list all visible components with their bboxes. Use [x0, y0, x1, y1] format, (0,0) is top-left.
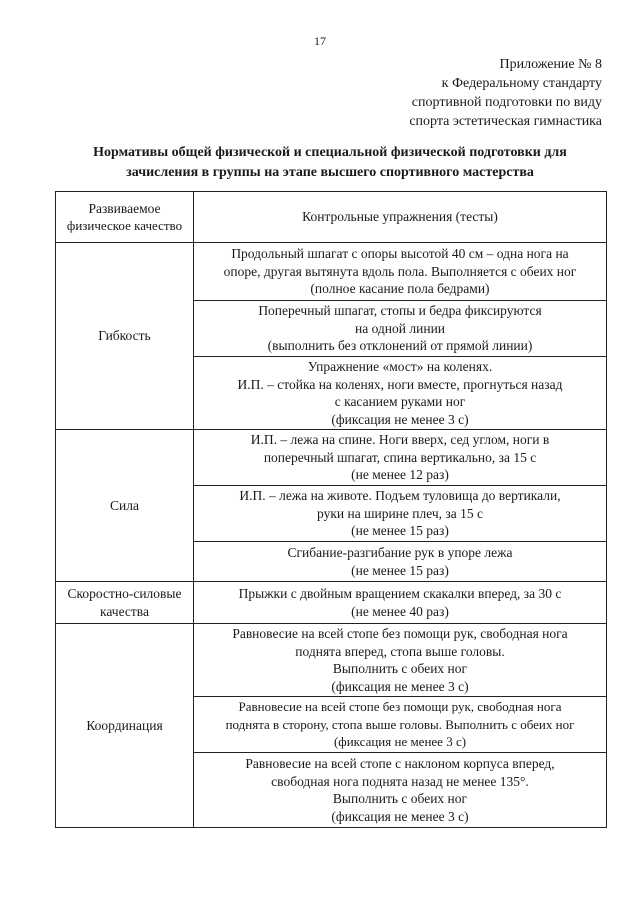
- appendix-line: спорта эстетическая гимнастика: [409, 114, 602, 129]
- test-cell: [194, 357, 607, 430]
- test-line: Выполнить с обеих ног: [332, 791, 468, 806]
- test-cell: [194, 430, 607, 486]
- table-row: [56, 582, 607, 624]
- test-cell: [194, 753, 607, 828]
- test-line: Выполнить с обеих ног: [332, 661, 468, 676]
- test-line: руки на ширине плеч, за 15 с: [317, 505, 483, 521]
- title-line: Нормативы общей физической и специальной физической подготовки для: [93, 145, 567, 160]
- test-line: Продольный шпагат с опоры высотой 40 см – одна нога на: [231, 246, 569, 262]
- table-row: [56, 243, 607, 301]
- test-line: Равновесие на всей стопе без помощи рук, свободная нога: [238, 699, 562, 715]
- header-quality-line: физическое качество: [66, 218, 183, 233]
- test-line: (не менее 15 раз): [351, 523, 449, 539]
- test-line: поднята вперед, стопа выше головы.: [295, 643, 505, 659]
- table-row: [56, 430, 607, 486]
- test-line: (фиксация не менее 3 с): [333, 734, 467, 750]
- test-cell: [194, 486, 607, 542]
- test-line: Упражнение «мост» на коленях.: [307, 359, 493, 374]
- test-cell: [194, 301, 607, 357]
- test-line: И.П. – стойка на коленях, ноги вместе, прогнуться назад: [237, 376, 563, 392]
- norms-table: [55, 191, 607, 828]
- test-cell: [194, 624, 607, 697]
- test-line: (фиксация не менее 3 с): [331, 411, 469, 427]
- appendix-line: спортивной подготовки по виду: [411, 95, 602, 110]
- test-line: свободная нога поднята назад не менее 135°.: [271, 773, 529, 789]
- test-line: Равновесие на всей стопе с наклоном корпуса вперед,: [245, 756, 555, 771]
- test-line: (фиксация не менее 3 с): [331, 808, 469, 824]
- page-number: 17: [314, 34, 326, 48]
- test-line: И.П. – лежа на животе. Подъем туловища до вертикали,: [239, 488, 561, 504]
- table-header-row: [56, 192, 607, 243]
- test-line: на одной линии: [354, 320, 446, 336]
- table-row: [56, 624, 607, 697]
- test-line: Равновесие на всей стопе без помощи рук, свободная нога: [232, 626, 568, 641]
- test-cell: [194, 582, 607, 624]
- quality-line: Скоростно-силовые: [67, 586, 182, 601]
- test-line: поперечный шпагат, спина вертикально, за 15 с: [263, 449, 537, 465]
- header-quality-cell: [56, 192, 194, 243]
- quality-cell: Гибкость: [56, 243, 194, 430]
- test-line: (не менее 12 раз): [351, 467, 449, 483]
- test-line: опоре, другая вытянута вдоль пола. Выполняется с обеих ног: [223, 263, 577, 279]
- test-line: И.П. – лежа на спине. Ноги вверх, сед углом, ноги в: [250, 432, 550, 448]
- header-quality-line: Развиваемое: [88, 200, 161, 216]
- appendix-line: к Федеральному стандарту: [441, 76, 602, 91]
- test-line: поднята в сторону, стопа выше головы. Выполнить с обеих ног: [225, 716, 575, 732]
- test-line: (не менее 15 раз): [351, 562, 449, 578]
- test-line: (фиксация не менее 3 с): [331, 678, 469, 694]
- test-cell: [194, 542, 607, 582]
- document-title: [40, 143, 620, 183]
- header-tests-cell: Контрольные упражнения (тесты): [194, 192, 607, 243]
- test-cell: [194, 697, 607, 753]
- title-line: зачисления в группы на этапе высшего спортивного мастерства: [126, 165, 534, 180]
- quality-line: качества: [99, 603, 149, 619]
- test-line: (выполнить без отклонений от прямой линии): [267, 338, 533, 354]
- quality-cell: [56, 582, 194, 624]
- quality-cell: Координация: [56, 624, 194, 828]
- test-cell: [194, 243, 607, 301]
- test-line: (не менее 40 раз): [351, 603, 449, 619]
- appendix-line: Приложение № 8: [499, 57, 602, 72]
- test-line: Поперечный шпагат, стопы и бедра фиксируются: [258, 303, 542, 319]
- test-line: Сгибание-разгибание рук в упоре лежа: [287, 545, 513, 560]
- appendix-reference: [409, 55, 602, 131]
- test-line: с касанием руками ног: [334, 394, 466, 409]
- quality-cell: Сила: [56, 430, 194, 582]
- test-line: Прыжки с двойным вращением скакалки вперед, за 30 с: [238, 586, 562, 601]
- test-line: (полное касание пола бедрами): [310, 281, 490, 297]
